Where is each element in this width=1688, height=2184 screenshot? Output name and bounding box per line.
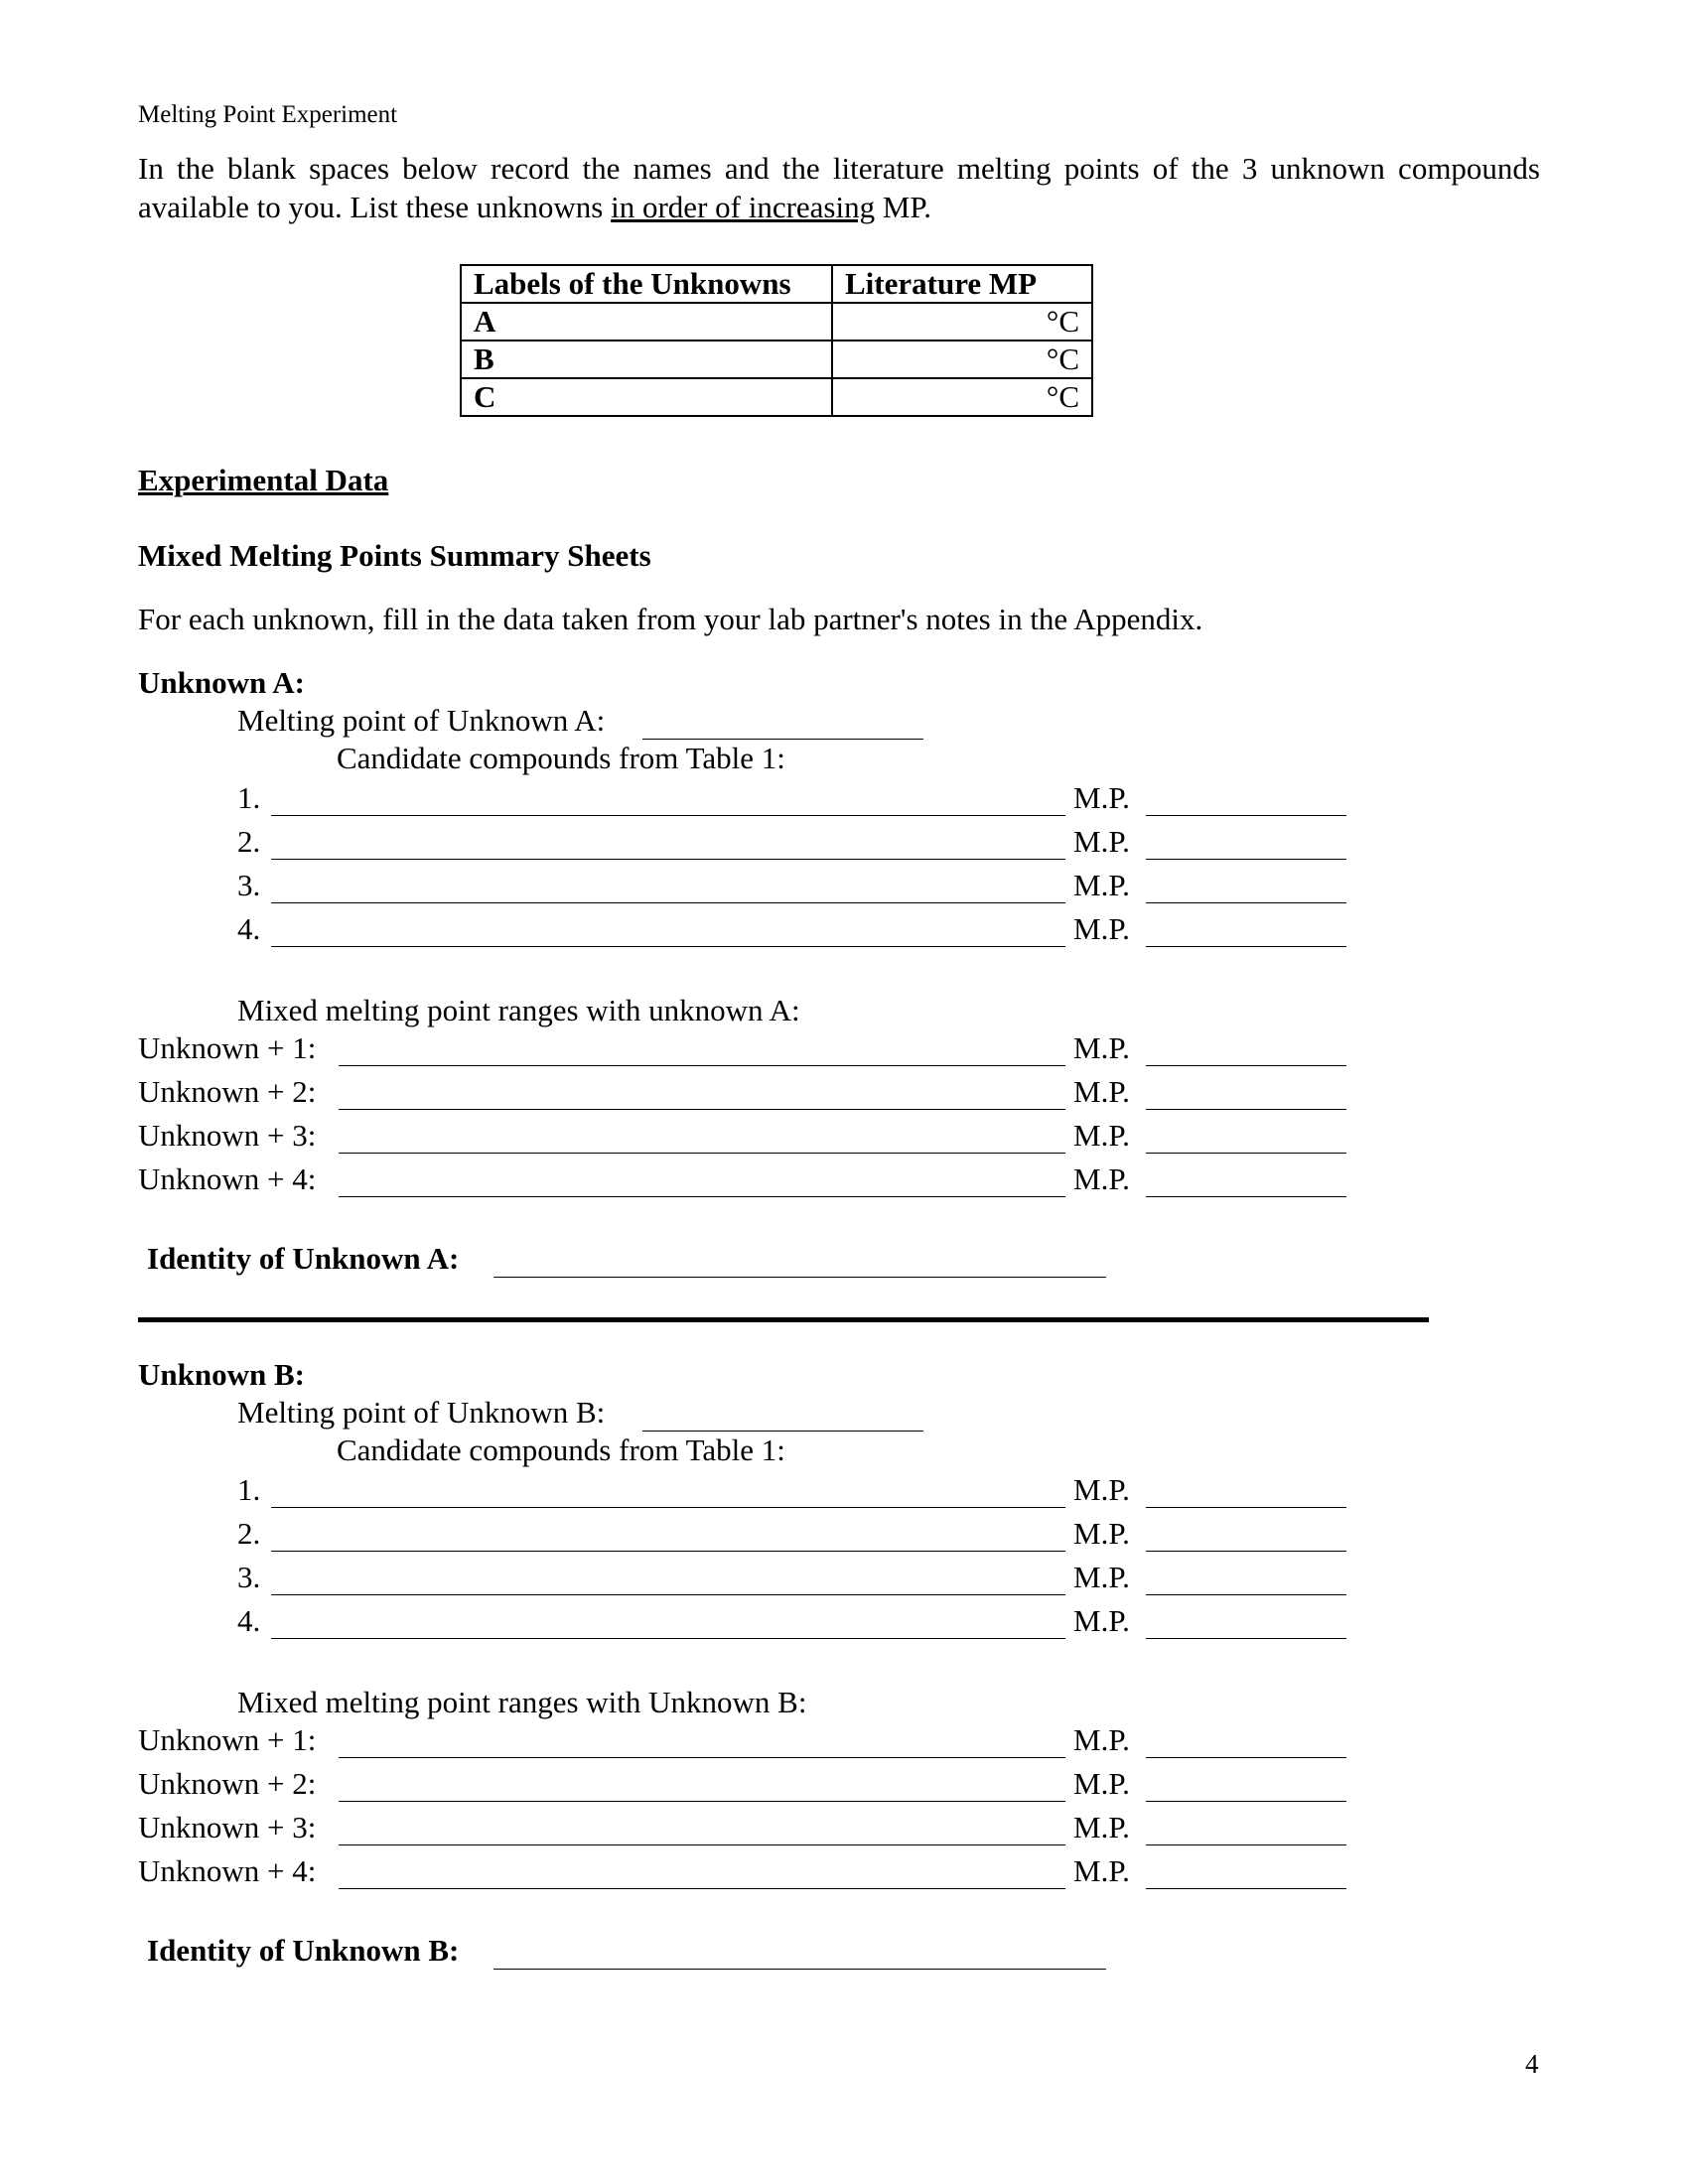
experimental-data-heading: Experimental Data	[138, 463, 389, 497]
mp-label: M.P.	[1073, 824, 1130, 859]
mixed-mp-label: Mixed melting point ranges with Unknown B:	[237, 1685, 807, 1719]
mixed-range-field[interactable]	[339, 1109, 1065, 1110]
melting-point-label: Melting point of Unknown B:	[237, 1395, 606, 1430]
mixed-row-label: Unknown + 4:	[138, 1161, 317, 1196]
mixed-row-label: Unknown + 2:	[138, 1766, 317, 1801]
mp-label: M.P.	[1073, 1118, 1130, 1153]
table-cell-label: B	[461, 341, 832, 378]
mixed-row-label: Unknown + 1:	[138, 1030, 317, 1065]
table-header-row	[461, 265, 1092, 303]
mixed-mp-field[interactable]	[1146, 1844, 1346, 1845]
identity-label: Identity of Unknown B:	[147, 1933, 460, 1968]
candidate-name-field[interactable]	[271, 946, 1065, 947]
table-header-labels: Labels of the Unknowns	[461, 265, 832, 303]
candidate-mp-field[interactable]	[1146, 1551, 1346, 1552]
candidate-mp-field[interactable]	[1146, 1594, 1346, 1595]
mixed-range-field[interactable]	[339, 1757, 1065, 1758]
candidate-name-field[interactable]	[271, 1594, 1065, 1595]
mixed-mp-field[interactable]	[1146, 1801, 1346, 1802]
mp-label: M.P.	[1073, 1766, 1130, 1801]
mp-label: M.P.	[1073, 1560, 1130, 1594]
mixed-row-label: Unknown + 1:	[138, 1722, 317, 1757]
candidate-number: 2.	[237, 824, 261, 859]
candidate-mp-field[interactable]	[1146, 902, 1346, 903]
mixed-mp-field[interactable]	[1146, 1196, 1346, 1197]
table-row	[461, 378, 1092, 416]
table-row	[461, 341, 1092, 378]
identity-field[interactable]	[493, 1969, 1106, 1970]
mixed-range-field[interactable]	[339, 1801, 1065, 1802]
melting-point-label: Melting point of Unknown A:	[237, 703, 606, 738]
mixed-mp-field[interactable]	[1146, 1757, 1346, 1758]
candidate-mp-field[interactable]	[1146, 815, 1346, 816]
candidate-mp-field[interactable]	[1146, 946, 1346, 947]
mp-label: M.P.	[1073, 911, 1130, 946]
identity-field[interactable]	[493, 1277, 1106, 1278]
section-divider	[138, 1317, 1429, 1322]
table-cell-label: A	[461, 303, 832, 341]
mp-label: M.P.	[1073, 868, 1130, 902]
instructions-text: For each unknown, fill in the data taken from your lab partner's notes in the Appendix.	[138, 602, 1203, 636]
candidate-name-field[interactable]	[271, 1638, 1065, 1639]
mp-label: M.P.	[1073, 1810, 1130, 1844]
candidate-name-field[interactable]	[271, 815, 1065, 816]
intro-paragraph: In the blank spaces below record the names and the literature melting points of the 3 unknown compounds available to you. List these unknowns in order of increasing MP.	[138, 151, 1540, 224]
table-cell-label: C	[461, 378, 832, 416]
mixed-mp-field[interactable]	[1146, 1109, 1346, 1110]
table-header-literature-mp: Literature MP	[832, 265, 1092, 303]
mixed-range-field[interactable]	[339, 1153, 1065, 1154]
page-number: 4	[1525, 2049, 1539, 2079]
unknowns-table	[460, 264, 1093, 417]
unknown-heading: Unknown B:	[138, 1357, 305, 1392]
candidate-number: 2.	[237, 1516, 261, 1551]
intro-emphasis: in order of increasing	[611, 190, 876, 224]
candidate-name-field[interactable]	[271, 859, 1065, 860]
mp-label: M.P.	[1073, 1853, 1130, 1888]
mp-label: M.P.	[1073, 1722, 1130, 1757]
candidate-name-field[interactable]	[271, 902, 1065, 903]
candidate-mp-field[interactable]	[1146, 1638, 1346, 1639]
candidate-number: 3.	[237, 868, 261, 902]
candidate-mp-field[interactable]	[1146, 859, 1346, 860]
mixed-row-label: Unknown + 4:	[138, 1853, 317, 1888]
mixed-range-field[interactable]	[339, 1888, 1065, 1889]
mp-label: M.P.	[1073, 1074, 1130, 1109]
table-cell-mp-field[interactable]: °C	[832, 341, 1092, 378]
candidate-number: 3.	[237, 1560, 261, 1594]
mixed-mp-field[interactable]	[1146, 1065, 1346, 1066]
mp-label: M.P.	[1073, 1516, 1130, 1551]
mp-label: M.P.	[1073, 1472, 1130, 1507]
mixed-range-field[interactable]	[339, 1196, 1065, 1197]
mixed-mp-field[interactable]	[1146, 1153, 1346, 1154]
melting-point-field[interactable]	[642, 1431, 923, 1432]
candidate-name-field[interactable]	[271, 1507, 1065, 1508]
mixed-mp-field[interactable]	[1146, 1888, 1346, 1889]
candidate-number: 1.	[237, 780, 261, 815]
candidate-mp-field[interactable]	[1146, 1507, 1346, 1508]
mp-label: M.P.	[1073, 780, 1130, 815]
candidate-number: 4.	[237, 911, 261, 946]
melting-point-field[interactable]	[642, 739, 923, 740]
candidate-name-field[interactable]	[271, 1551, 1065, 1552]
mixed-row-label: Unknown + 3:	[138, 1118, 317, 1153]
page-header: Melting Point Experiment	[138, 101, 398, 128]
unknown-heading: Unknown A:	[138, 665, 305, 700]
candidate-number: 1.	[237, 1472, 261, 1507]
table-cell-mp-field[interactable]: °C	[832, 378, 1092, 416]
mp-label: M.P.	[1073, 1603, 1130, 1638]
mixed-range-field[interactable]	[339, 1844, 1065, 1845]
table-row	[461, 303, 1092, 341]
mixed-mp-label: Mixed melting point ranges with unknown A:	[237, 993, 800, 1027]
candidates-label: Candidate compounds from Table 1:	[337, 1433, 785, 1467]
mp-label: M.P.	[1073, 1161, 1130, 1196]
mixed-row-label: Unknown + 3:	[138, 1810, 317, 1844]
mixed-range-field[interactable]	[339, 1065, 1065, 1066]
identity-label: Identity of Unknown A:	[147, 1241, 460, 1276]
candidates-label: Candidate compounds from Table 1:	[337, 741, 785, 775]
candidate-number: 4.	[237, 1603, 261, 1638]
mixed-row-label: Unknown + 2:	[138, 1074, 317, 1109]
summary-sheets-heading: Mixed Melting Points Summary Sheets	[138, 538, 651, 573]
table-cell-mp-field[interactable]: °C	[832, 303, 1092, 341]
mp-label: M.P.	[1073, 1030, 1130, 1065]
